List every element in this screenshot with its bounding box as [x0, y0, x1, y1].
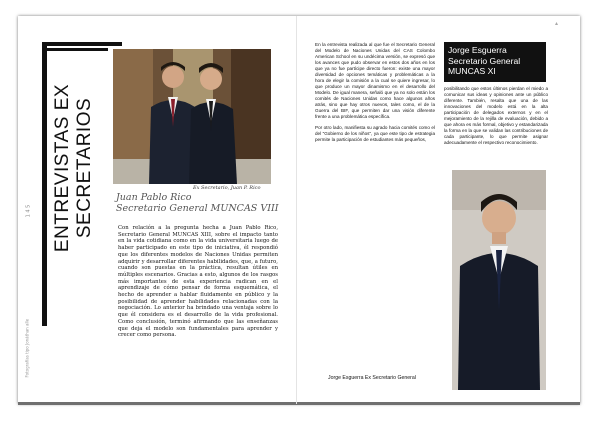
photo-caption-right: Jorge Esguerra Ex Secretario General [328, 375, 416, 381]
corner-mark: ▴ [555, 20, 559, 27]
photo-jorge-esguerra-image [452, 170, 546, 390]
spread-bottom-bar [18, 402, 580, 405]
middle-paragraph-2: Por otro lado, manifiesta su agrado hacia comités como el del "Gobierno de los niños", ya que este tipo de estrategia permite la participación de estudiantes más pequeños, [315, 125, 435, 142]
accent-bar-horizontal [42, 42, 122, 46]
section-title-line2: SECRETARIOS [74, 97, 95, 239]
middle-paragraph-1: En la entrevista realizada al que fue el Secretario General del Modelo de Naciones Unidas del CAS Colombo American School en su undécima versión, se expresó que los avances que pudo observar en estos dos años en los que ya no fue partícipe directo fueron: existe una mayor diversidad de opciones temáticas y problemáticas a la hora de elegir la comisión a la cual se quiere ingresar, lo que produce un mayor dinamismo en el desarrollo del Modelo. De igual manera, señaló que ya no solo están los comités de Naciones Unidas como hace algunos años atrás, sino que hay otros nuevos, tales como, el de la Guerra del BIF, que permiten dar una visión diferente frente a una problemática específica. [315, 42, 435, 119]
page-number: 1 4 5 [25, 204, 32, 218]
accent-bar-vertical [42, 42, 47, 326]
name-box-line1: Jorge Esguerra [448, 45, 507, 55]
name-box-line3: MUNCAS XI [448, 66, 496, 76]
photo-caption-left: Ex Secretario, Juan P. Rico [193, 185, 261, 191]
section-title-line1: ENTREVISTAS EX [52, 83, 73, 253]
interviewee-name: Juan Pablo Rico [116, 192, 192, 203]
photo-two-secretaries [113, 49, 271, 184]
right-column-text: posibilitando que estos últimos pierdan el miedo a comunicar sus ideas y opiniones ante un público diferente. También, resalta que una de las innovaciones del modelo está en la alta participación de delegados externos y en el mejoramiento de la rejilla de evaluación, debido a que ahora es más formal, objetivo y estandarizada la forma en la que se validan las contribuciones de cada participante, lo que permite asignar adecuadamente el respectivo reconocimiento. [444, 86, 548, 145]
photo-two-secretaries-image [113, 49, 271, 184]
interviewee-name-box [444, 42, 546, 82]
name-box-line2: Secretario General [448, 55, 521, 66]
left-body-text: Con relación a la pregunta hecha a Juan Pablo Rico, Secretario General MUNCAS XIII, sobre el impacto tanto en la vida cotidiana como en la vida universitaria luego de haber participado en este tipo de iniciativa, él respondió que los diferentes modelos de Naciones Unidas permiten adquirir y desarrollar diferentes habilidades, que, a futuro, cuando son puestas en la práctica, resultan útiles en múltiples escenarios. Gracias a esto, algunos de los rasgos más importantes de esta experiencia radican en el aprendizaje de cómo pensar de forma esquemática, el hecho de aprender a hablar fluidamente en público y la posibilidad de aprender habilidades relacionadas con la negociación. Lo anterior ha brindado una ventaja sobre lo que él considera es el desarrollo de la vida profesional. Como conclusión, terminó afirmando que las enseñanzas que deja el modelo son fundamentales para aprender y crecer como persona. [118, 225, 278, 339]
photo-jorge-esguerra [452, 170, 546, 390]
middle-column [315, 42, 435, 148]
side-credit: Fotografías tipo Jonáthan alle [24, 318, 30, 378]
page-spine [296, 16, 297, 404]
interviewee-heading [116, 192, 278, 214]
interviewee-role: Secretario General MUNCAS VIII [116, 203, 279, 214]
